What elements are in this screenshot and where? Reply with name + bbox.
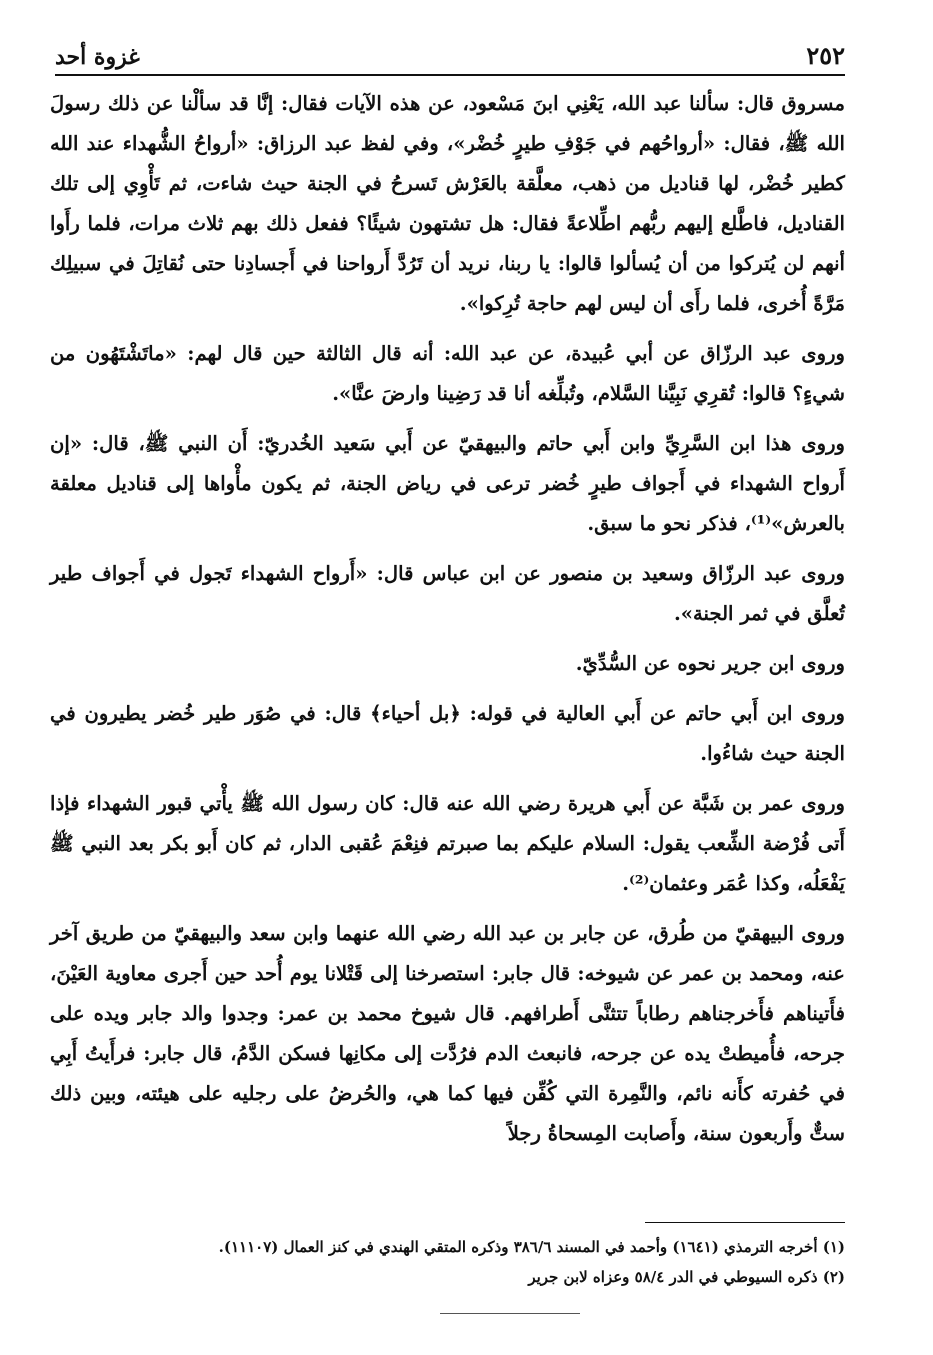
paragraph: وروى ابن جرير نحوه عن السُّدِّيّ. <box>575 652 845 675</box>
footnote: (١) أخرجه الترمذي (١٦٤١) وأحمد في المسند ٣٨٦/٦ وذكره المتقي الهندي في كنز العمال (١١١٠٧). <box>218 1238 845 1256</box>
paragraph: وروى ابن أَبي حاتم عن أَبي العالية في قوله: ﴿بل أحياء﴾ قال: في صُوَر طير خُضر يطيرون في الجنة حيث شاءُوا. <box>50 702 845 765</box>
page-header <box>55 30 845 70</box>
paragraph: وروى هذا ابن السَّرِيِّ وابن أَبي حاتم والبيهقيّ عن أَبي سَعيد الخُدريّ: أَن النبي ﷺ، قال: «إن أَرواح الشهداء في أَجواف طيرٍ خُضر ترعى في رياض الجنة، ثم يكون مأْواها إلى قناديل معلقة بالعرش»⁽¹⁾، فذكر نحو ما سبق. <box>50 432 845 535</box>
paragraph: وروى عبد الرزّاق عن أبي عُبيدة، عن عبد الله: أنه قال الثالثة حين قال لهم: «ماتَشْتَهُون من شيءٍ؟ قالوا: تُقرِي نَبِيَّنا السَّلام، وتُبلِّغه أنا قد رَضِينا وارضَ عنَّا». <box>50 342 845 405</box>
page-number: ٢٥٢ <box>806 41 845 70</box>
bottom-divider <box>440 1313 580 1314</box>
footnote-rule <box>645 1222 845 1223</box>
header-rule <box>55 74 845 76</box>
footnote: (٢) ذكره السيوطي في الدر ٥٨/٤ وعزاه لابن جرير <box>528 1268 845 1286</box>
running-title: غزوة أحد <box>55 44 140 70</box>
paragraph: مسروق قال: سألنا عبد الله، يَعْنِي ابنَ مَسْعود، عن هذه الآيات فقال: إنَّا قد سألْنا عن ذلك رسولَ الله ﷺ، فقال: «أرواحُهم في جَوْفِ طيرٍ خُضْر»، وفي لفظ عبد الرزاق: «أرواحُ الشُّهداء عند الله كطير خُضْر، لها قناديل من ذهب، معلَّقة بالعَرْش تَسرحُ في الجنة حيث شاءت، ثم تَأْوِي إلى تلك القناديل، فاطَّلع إليهم ربُّهم اطِّلاعةً فقال: هل تشتهون شيئًا؟ ففعل ذلك بهم ثلاث مرات، فلما رأَوا أنهم لن يُتركوا من أن يُسألوا قالوا: يا ربنا، نريد أن تَرُدَّ أَرواحنا في أَجسادِنا حتى نُقاتِلَ في سبيلِك مَرَّةً أُخرى، فلما رأَى أن ليس لهم حاجة تُرِكوا». <box>50 92 845 315</box>
paragraph: وروى عمر بن شَبَّة عن أَبي هريرة رضي الله عنه قال: كان رسول الله ﷺ يأْتي قبور الشهداء فإذا أَتى فُرْضة الشِّعب يقول: السلام عليكم بما صبرتم فنِعْمَ عُقبى الدار، ثم كان أَبو بكر بعد النبي ﷺ يَفْعَلُه، وكذا عُمَر وعثمان⁽²⁾. <box>50 792 845 895</box>
paragraph: وروى البيهقيّ من طُرق، عن جابر بن عبد الله رضي الله عنهما وابن سعد والبيهقيّ من طريق آخر عنه، ومحمد بن عمر عن شيوخه: قال جابر: استصرخنا إلى قَتْلانا يوم أُحد حين أَجرى معاوية العَيْنَ، فأَتيناهم فأَخرجناهم رطاباً تتثنَّى أَطرافهم. قال شيوخ محمد بن عمر: وجدوا والد جابر ويده على جرحه، فأُميطتْ يده عن جرحه، فانبعث الدم فرُدَّت إلى مكانِها فسكن الدَّمُ، قال جابر: فرأَيتُ أَبِي في حُفرته كأَنه نائم، والنَّمِرة التي كُفِّن فيها كما هي، والحُرضُ على رجليه على هيئته، وبين ذلك ستٌّ وأَربعون سنة، وأَصابت المِسحاةُ رجلاً <box>50 922 845 1145</box>
footnotes <box>50 1232 845 1292</box>
body-text <box>50 84 845 1164</box>
paragraph: وروى عبد الرزّاق وسعيد بن منصور عن ابن عباس قال: «أَرواح الشهداء تَجول في أَجواف طير تُعلَّق في ثمر الجنة». <box>50 562 845 625</box>
